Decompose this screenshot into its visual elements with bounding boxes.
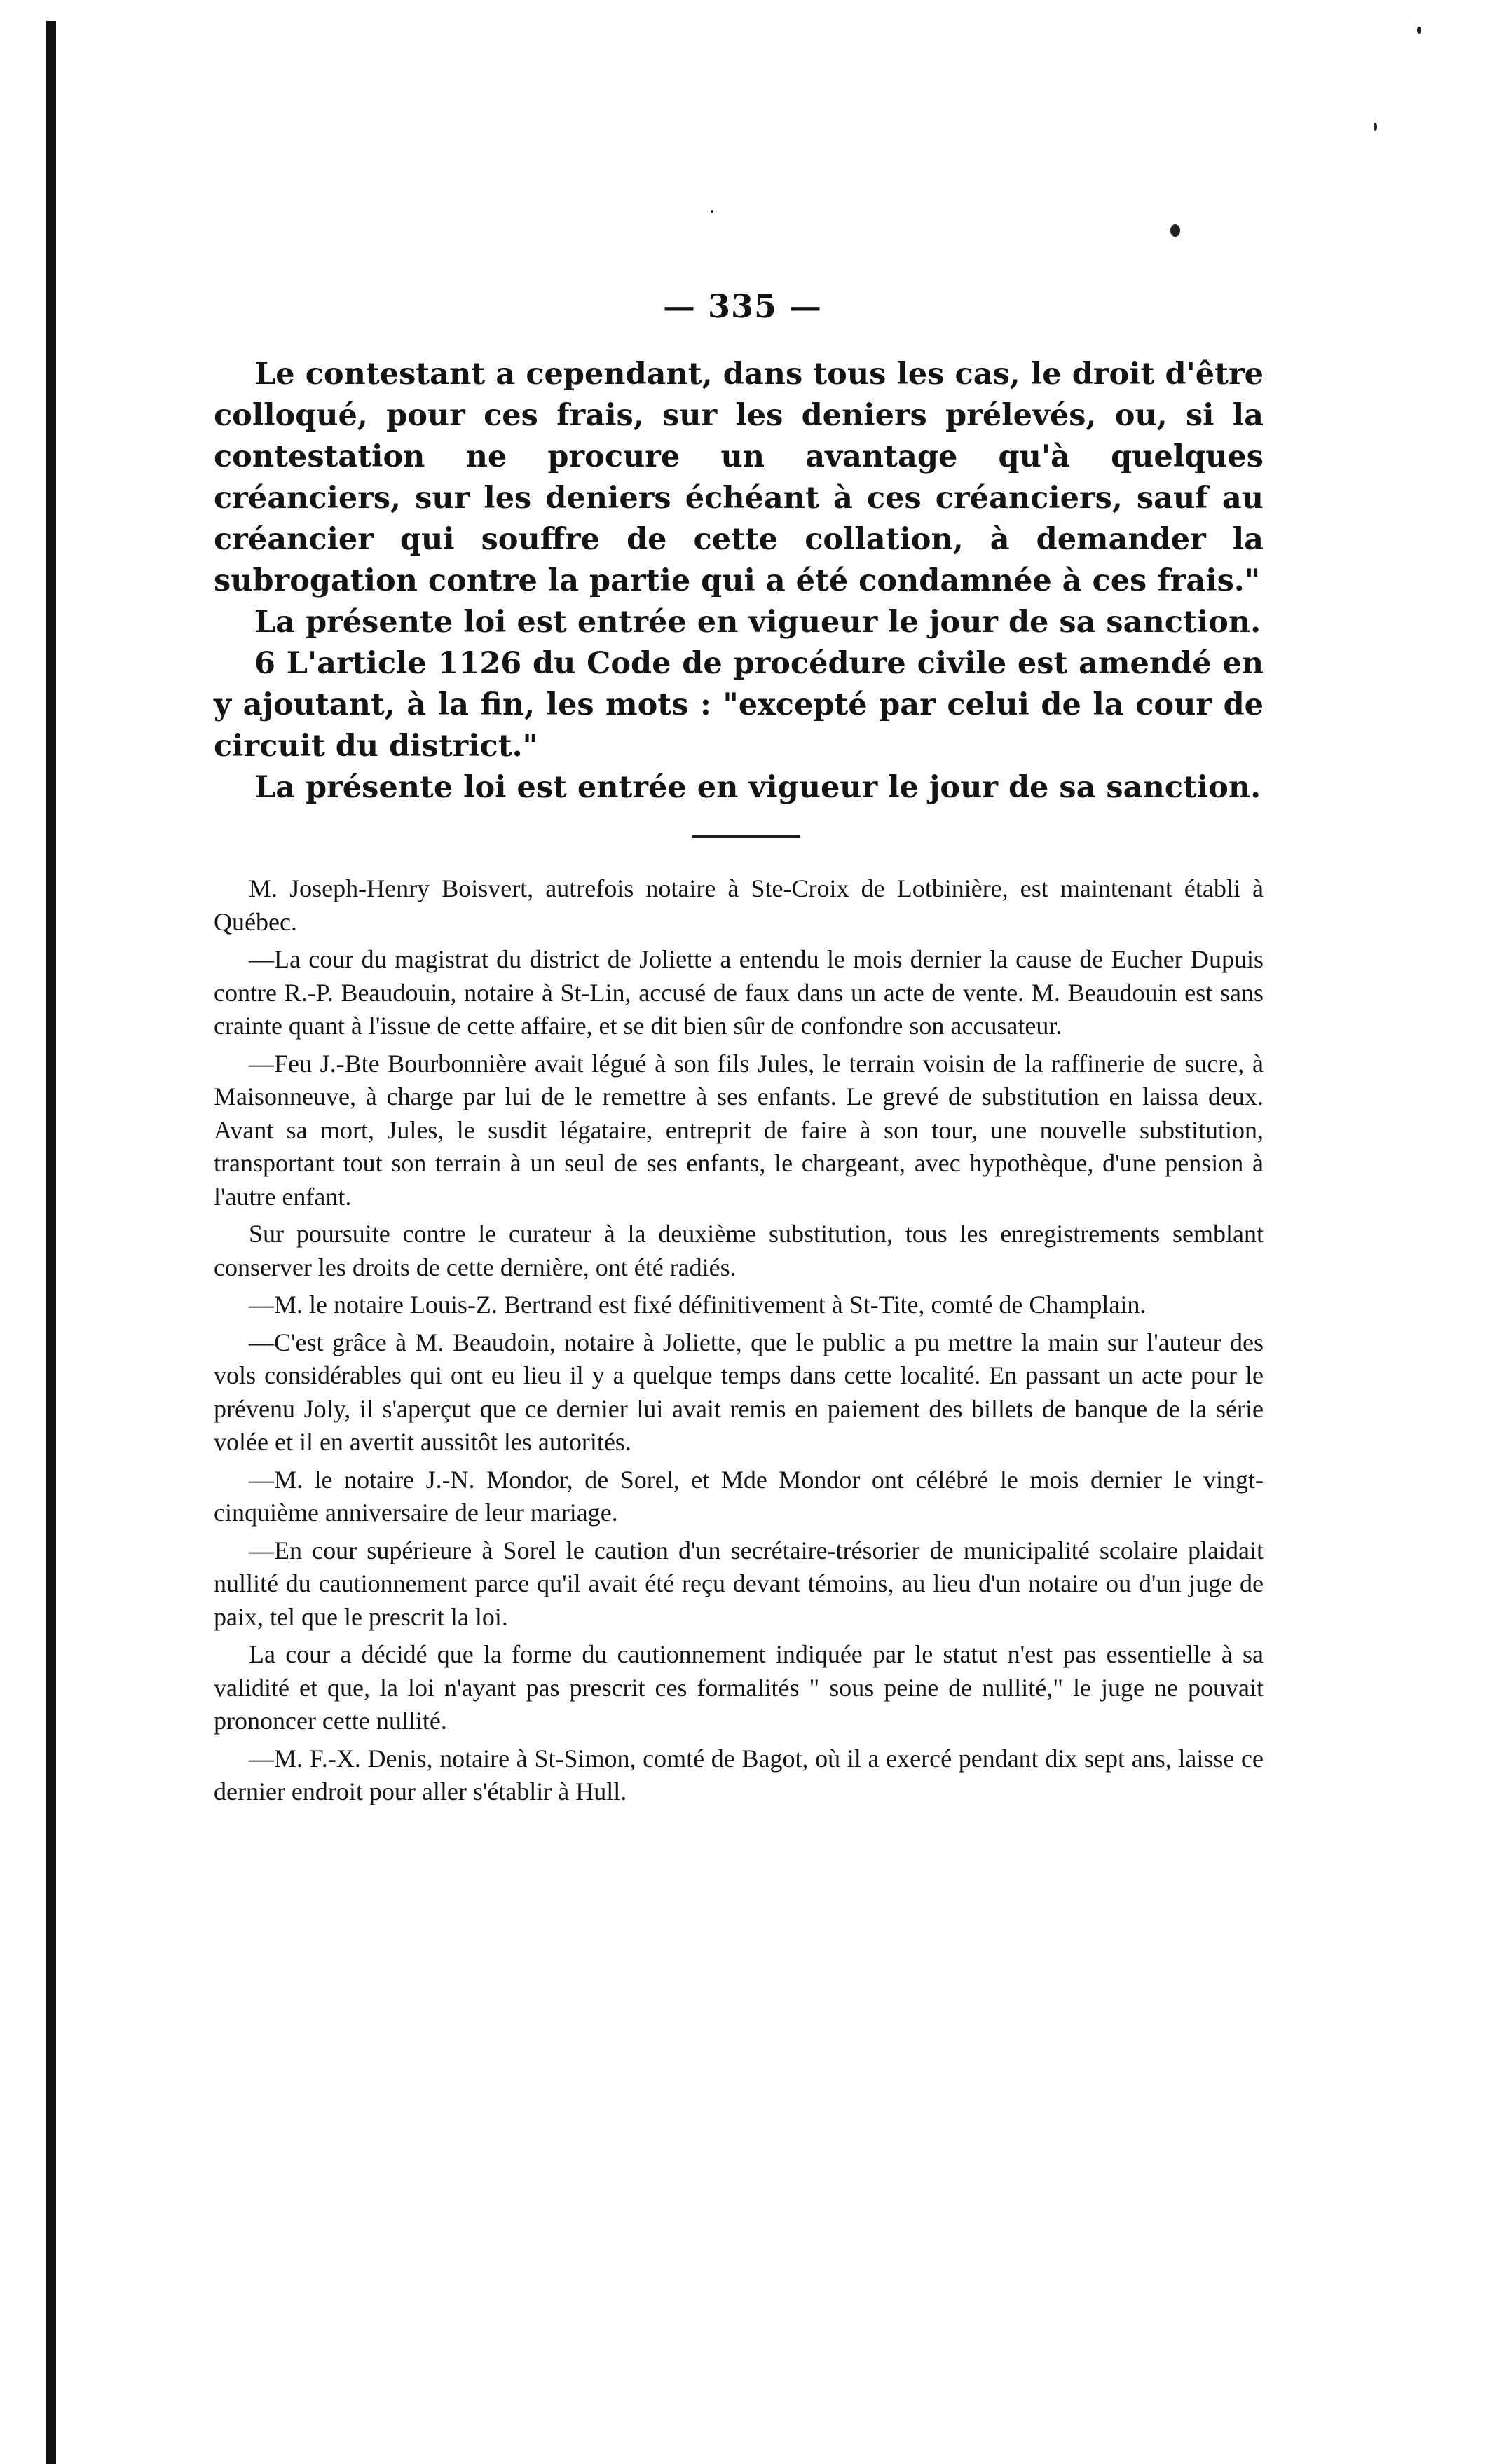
- news-paragraph: M. Joseph-Henry Boisvert, autrefois notaire à Ste-Croix de Lotbinière, est maintenant établi à Québec.: [214, 874, 1264, 936]
- news-paragraph: —M. le notaire Louis-Z. Bertrand est fixé définitivement à St-Tite, comté de Champlain.: [249, 1290, 1147, 1319]
- page-binding-edge: [46, 21, 56, 2464]
- ink-speck: [1170, 224, 1180, 237]
- news-paragraph: —Feu J.-Bte Bourbonnière avait légué à son fils Jules, le terrain voisin de la raffinerie de sucre, à Maisonneuve, à charge par lui de le remettre à ses enfants. Le grevé de substitution en laissa deux. Avant sa mort, Jules, le susdit légataire, entreprit de faire à son tour, une nouvelle substitution, transportant tout son terrain à un seul de ses enfants, le chargeant, avec hypothèque, d'une pension à l'autre enfant.: [214, 1049, 1264, 1211]
- law-paragraph: La présente loi est entrée en vigueur le jour de sa sanction.: [254, 770, 1261, 805]
- law-paragraph: 6 L'article 1126 du Code de procédure civile est amendé en y ajoutant, à la fin, les mots : "excepté par celui de la cour de circuit du district.": [214, 646, 1264, 764]
- page-number: — 335 —: [662, 287, 823, 325]
- ink-speck: [1417, 27, 1421, 34]
- news-paragraph: La cour a décidé que la forme du cautionnement indiquée par le statut n'est pas essentielle à sa validité et que, la loi n'ayant pas prescrit ces formalités " sous peine de nullité," le juge ne pouvait prononcer cette nullité.: [214, 1640, 1264, 1735]
- ink-speck: [711, 210, 713, 213]
- notary-news-section: [214, 872, 1264, 1813]
- news-paragraph: —En cour supérieure à Sorel le caution d'un secrétaire-trésorier de municipalité scolaire plaidait nullité du cautionnement parce qu'il avait été reçu devant témoins, au lieu d'un notaire ou d'un juge de paix, tel que le prescrit la loi.: [214, 1536, 1264, 1631]
- news-paragraph: —C'est grâce à M. Beaudoin, notaire à Joliette, que le public a pu mettre la main sur l'auteur des vols considérables qui ont eu lieu il y a quelque temps dans cette localité. En passant un acte pour le prévenu Joly, il s'aperçut que ce dernier lui avait remis en paiement des billets de banque de la série volée et il en avertit aussitôt les autorités.: [214, 1328, 1264, 1456]
- law-text-section: [214, 354, 1264, 808]
- ink-speck: [1374, 123, 1377, 131]
- news-paragraph: —M. le notaire J.-N. Mondor, de Sorel, et Mde Mondor ont célébré le mois dernier le vingt-cinquième anniversaire de leur mariage.: [214, 1465, 1264, 1527]
- law-paragraph: Le contestant a cependant, dans tous les cas, le droit d'être colloqué, pour ces frais, sur les deniers prélevés, ou, si la contestation ne procure un avantage qu'à quelques créanciers, sur les deniers échéant à ces créanciers, sauf au créancier qui souffre de cette collation, à demander la subrogation contre la partie qui a été condamnée à ces frais.": [214, 357, 1264, 598]
- section-divider: [692, 835, 800, 838]
- news-paragraph: Sur poursuite contre le curateur à la deuxième substitution, tous les enregistrements semblant conserver les droits de cette dernière, ont été radiés.: [214, 1220, 1264, 1281]
- news-paragraph: —La cour du magistrat du district de Joliette a entendu le mois dernier la cause de Eucher Dupuis contre R.-P. Beaudouin, notaire à St-Lin, accusé de faux dans un acte de vente. M. Beaudouin est sans crainte quant à l'issue de cette affaire, et se dit bien sûr de confondre son accusateur.: [214, 945, 1264, 1040]
- law-paragraph: La présente loi est entrée en vigueur le jour de sa sanction.: [254, 605, 1261, 640]
- news-paragraph: —M. F.-X. Denis, notaire à St-Simon, comté de Bagot, où il a exercé pendant dix sept ans, laisse ce dernier endroit pour aller s'établir à Hull.: [214, 1744, 1264, 1805]
